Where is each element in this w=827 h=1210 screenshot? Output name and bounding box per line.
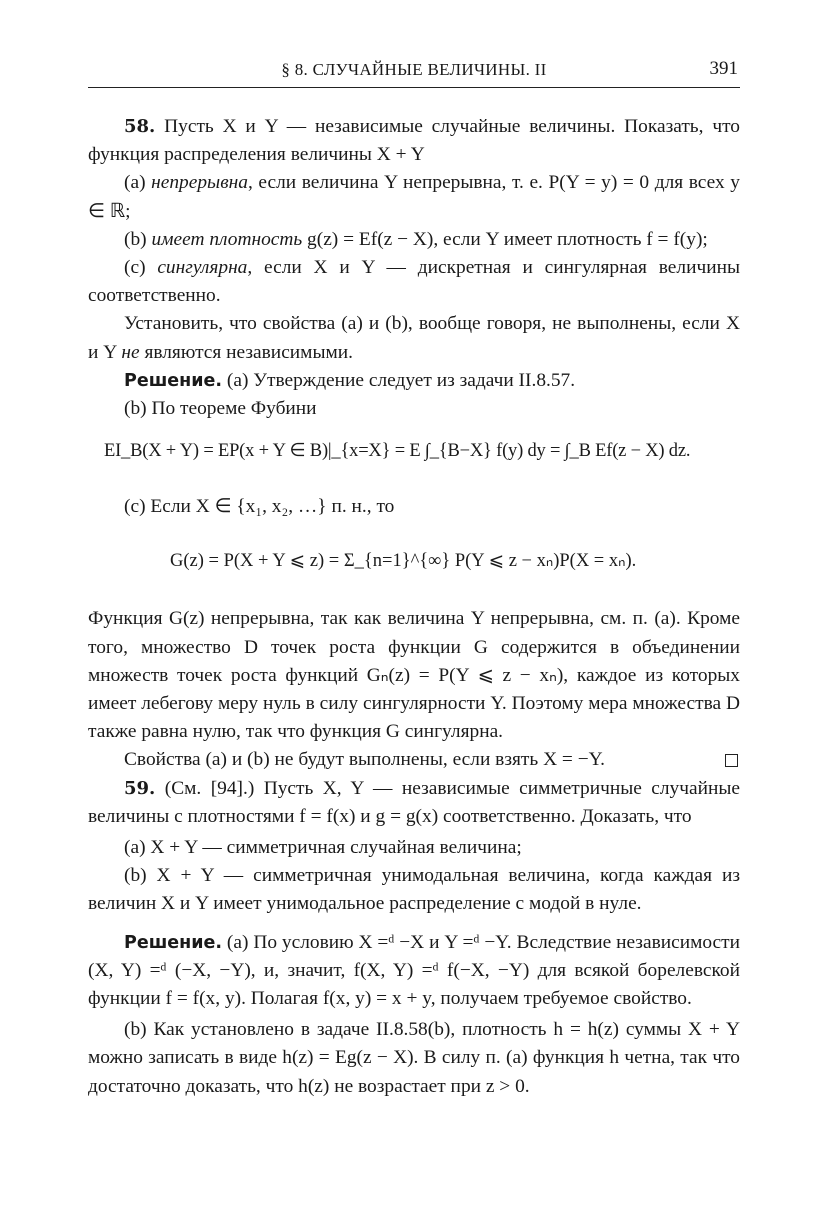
establish-emph: не <box>121 341 140 363</box>
solution-label: Решение. <box>124 370 223 391</box>
item-b-label: (b) <box>124 228 147 250</box>
problem-58-intro <box>88 113 740 169</box>
establish-text-1: Установить, что свойства (a) и (b), вообще говоря, не выполнены, если X и Y <box>88 313 740 363</box>
formula-fubini-text: EI_B(X + Y) = EP(x + Y ∈ B)|_{x=X} = E ∫_{B−X} f(y) dy = ∫_B Ef(z − X) dz. <box>104 441 691 462</box>
problem-58-item-a <box>88 169 740 225</box>
problem-58-intro-text: Пусть X и Y — независимые случайные величины. Показать, что функция распределения величины X + Y <box>88 116 740 166</box>
running-header <box>88 58 740 88</box>
item-c-label: (c) <box>124 257 146 279</box>
problem-58-solution-b <box>88 395 740 423</box>
item-c-emph: сингулярна <box>157 257 248 279</box>
problem-59-solution-b: (b) Как установлено в задаче II.8.58(b), плотность h = h(z) суммы X + Y можно записать в виде h(z) = Eg(z − X). В силу п. (a) функция h четна, так что достаточно доказать, что h(z) не возрастает при z > 0. <box>88 1019 740 1097</box>
problem-58-final <box>88 746 740 774</box>
solution-a-text: (a) Утверждение следует из задачи II.8.57. <box>222 369 576 391</box>
header-title: § 8. СЛУЧАЙНЫЕ ВЕЛИЧИНЫ. II <box>281 60 547 79</box>
problem-59-item-b: (b) X + Y — симметричная унимодальная величина, когда каждая из величин X и Y имеет унимодальное распределение с модой в нуле. <box>88 865 740 915</box>
page-body <box>88 113 740 1101</box>
qed-square-icon <box>725 754 738 767</box>
page-number: 391 <box>709 58 738 79</box>
solution-label-59: Решение. <box>124 932 223 953</box>
item-b-emph: имеет плотность <box>151 228 303 250</box>
problem-58-number: 58. <box>124 116 156 137</box>
formula-fubini <box>88 423 740 493</box>
problem-58-item-b <box>88 226 740 254</box>
problem-59-number: 59. <box>124 777 156 799</box>
problem-58-solution-c <box>88 493 740 521</box>
item-b-text: g(z) = Ef(z − X), если Y имеет плотность f = f(y); <box>302 228 708 250</box>
item-a-emph: непрерывна <box>151 172 248 194</box>
formula-sum-text: G(z) = P(X + Y ⩽ z) = Σ_{n=1}^{∞} P(Y ⩽ z − xₙ)P(X = xₙ). <box>170 551 637 572</box>
problem-59-solution-a <box>88 929 740 1014</box>
item-a-text: , если величина Y непрерывна, т. е. P(Y = y) = 0 для всех y ∈ ℝ; <box>88 172 740 222</box>
solution-b-text: (b) По теореме Фубини <box>124 398 317 420</box>
problem-58-establish <box>88 310 740 366</box>
final-text: Свойства (a) и (b) не будут выполнены, если взять X = −Y. <box>124 749 606 771</box>
solution-c-text: (c) Если X ∈ {x₁, x₂, …} п. н., то <box>124 496 395 518</box>
item-a-label: (a) <box>124 172 146 194</box>
solution-59-a-text: (a) По условию X =ᵈ −X и Y =ᵈ −Y. Вследствие независимости (X, Y) =ᵈ (−X, −Y), и, значит, f(X, Y) =ᵈ f(−X, −Y) для всякой борелевской функции f = f(x, y). Полагая f(x, y) = x + y, получаем требуемое свойство. <box>88 931 740 1010</box>
problem-58-conclusion: Функция G(z) непрерывна, так как величина Y непрерывна, см. п. (a). Кроме того, множество D точек роста функции G содержится в объединении множеств точек роста функций Gₙ(z) = P(Y ⩽ z − xₙ), каждое из которых имеет лебегову меру нуль в силу сингулярности Y. Поэтому мера множества D также равна нулю, так что функция G сингулярна. <box>88 608 740 743</box>
problem-58-item-c <box>88 254 740 310</box>
problem-59-intro <box>88 775 740 831</box>
problem-59-intro-text: (См. [94].) Пусть X, Y — независимые симметричные случайные величины с плотностями f = f(x) и g = g(x) соответственно. Доказать, что <box>88 777 741 827</box>
header-rule <box>88 87 740 88</box>
problem-59-item-a: (a) X + Y — симметричная случайная величина; <box>124 837 522 859</box>
formula-sum <box>88 521 740 605</box>
problem-58-solution-a <box>88 367 740 395</box>
item-c-text: , если X и Y — дискретная и сингулярная величины соответственно. <box>88 257 740 307</box>
establish-text-2: являются независимыми. <box>139 341 353 363</box>
